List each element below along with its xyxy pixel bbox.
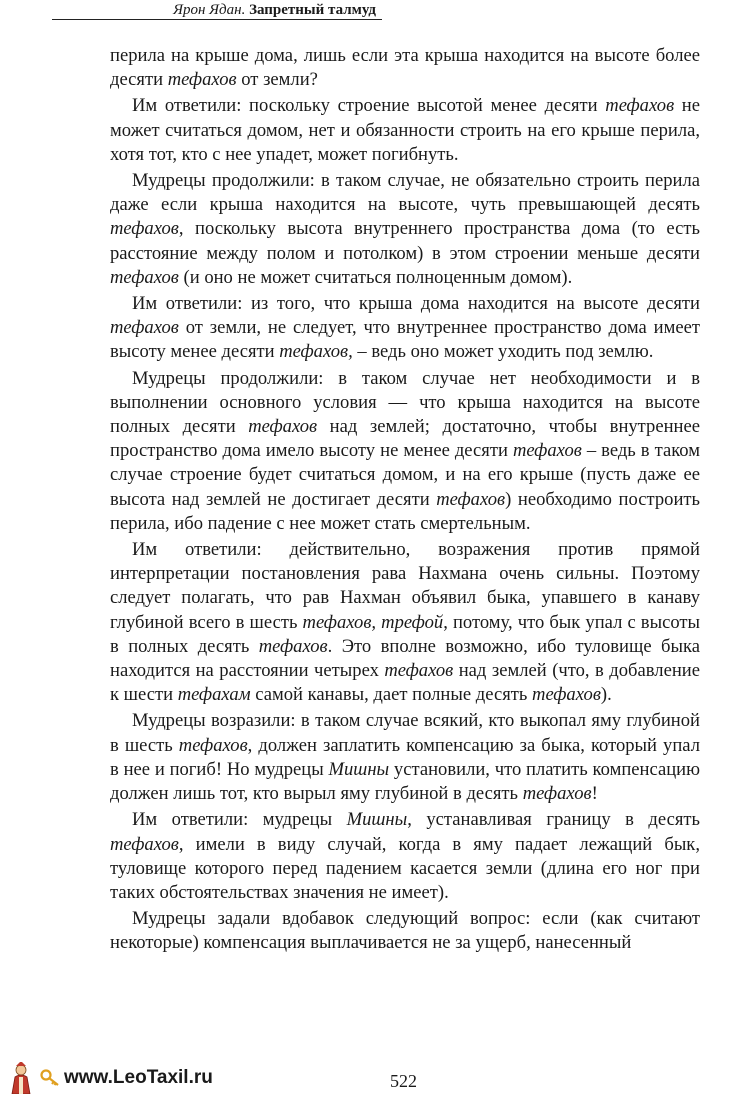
paragraph: перила на крыше дома, лишь если эта крыша находится на высоте более десяти тефахов от земли? bbox=[110, 45, 700, 91]
italic-term: Мишны bbox=[328, 758, 390, 780]
site-watermark bbox=[6, 1062, 213, 1094]
page-number: 522 bbox=[390, 1071, 417, 1091]
paragraph: Им ответили: поскольку строение высотой менее десяти тефахов не может считаться домом, нет и обязанности строить на его крыше перила, хотя тот, кто с нее упадет, может погибнуть. bbox=[110, 95, 700, 165]
header-author: Ярон Ядан. bbox=[173, 2, 246, 18]
italic-term: тефахов bbox=[248, 416, 318, 438]
figure-logo-icon bbox=[6, 1062, 36, 1094]
italic-term: тефахов bbox=[167, 69, 237, 91]
site-url[interactable]: www.LeoTaxil.ru bbox=[64, 1067, 213, 1088]
key-icon bbox=[40, 1069, 60, 1087]
italic-term: Мишны bbox=[346, 809, 408, 831]
italic-term: тефахов bbox=[384, 660, 454, 682]
paragraph: Мудрецы задали вдобавок следующий вопрос: если (как считают некоторые) компенсация выплачивается не за ущерб, нанесенный bbox=[110, 908, 700, 954]
italic-term: тефахов, трефой bbox=[302, 611, 444, 633]
running-head bbox=[52, 0, 382, 20]
paragraph: Им ответили: действительно, возражения против прямой интерпретации постановления рава Нахмана очень сильны. Поэтому следует полагать, что рав Нахман объявил быка, упавшего в канаву глубиной всего в шесть тефахов, трефой, потому, что бык упал с высоты в полных десять тефахов. Это вполне возможно, ибо туловище быка находится на расстоянии четырех тефахов над землей (что, в добавление к шести тефахам самой канавы, дает полные десять тефахов). bbox=[110, 539, 701, 706]
paragraph: Им ответили: из того, что крыша дома находится на высоте десяти тефахов от земли, не следует, что внутреннее пространство дома имеет высоту менее десяти тефахов, – ведь оно может уходить под землю. bbox=[110, 293, 700, 363]
paragraph: Мудрецы продолжили: в таком случае нет необходимости и в выполнении основного условия — что крыша находится на высоте полных десяти тефахов над землей; достаточно, чтобы внутреннее пространство дома имело высоту не менее десяти тефахов – ведь в таком случае строение будет считаться домом, и на его крыше (пусть даже ее высота над землей не достигает десяти тефахов) необходимо построить перила, ибо падение с нее может стать смертельным. bbox=[110, 367, 700, 534]
italic-term: тефахов bbox=[605, 95, 675, 117]
italic-term: тефахов, bbox=[279, 341, 353, 363]
body-text bbox=[110, 44, 700, 958]
paragraph: Им ответили: мудрецы Мишны, устанавливая границу в десять тефахов, имели в виду случай, когда в яму падает лежащий бык, туловище которого перед падением касается земли (длина его ног при таких обстоятельствах значения не имеет). bbox=[110, 809, 700, 903]
header-title: Запретный талмуд bbox=[249, 2, 376, 18]
italic-term: тефахов bbox=[532, 684, 601, 706]
italic-term: тефахов bbox=[436, 488, 506, 510]
italic-term: тефахам bbox=[177, 684, 251, 706]
italic-term: тефахов bbox=[258, 635, 328, 657]
italic-term: тефахов bbox=[522, 783, 592, 805]
italic-term: тефахов bbox=[110, 218, 179, 240]
paragraph: Мудрецы возразили: в таком случае всякий, кто выкопал яму глубиной в шесть тефахов, должен заплатить компенсацию за быка, который упал в нее и погиб! Но мудрецы Мишны установили, что платить компенсацию должен лишь тот, кто вырыл яму глубиной в десять тефахов! bbox=[110, 710, 701, 805]
italic-term: тефахов bbox=[512, 440, 582, 462]
italic-term: тефахов bbox=[110, 833, 179, 855]
italic-term: тефахов bbox=[110, 266, 179, 288]
paragraph: Мудрецы продолжили: в таком случае, не обязательно строить перила даже если крыша находится на высоте, чуть превышающей десять тефахов, поскольку высота внутреннего пространства дома (то есть расстояние между полом и потолком) в этом строении меньше десяти тефахов (и оно не может считаться полноценным домом). bbox=[110, 170, 700, 288]
italic-term: тефахов bbox=[178, 734, 248, 756]
italic-term: тефахов bbox=[110, 317, 179, 339]
